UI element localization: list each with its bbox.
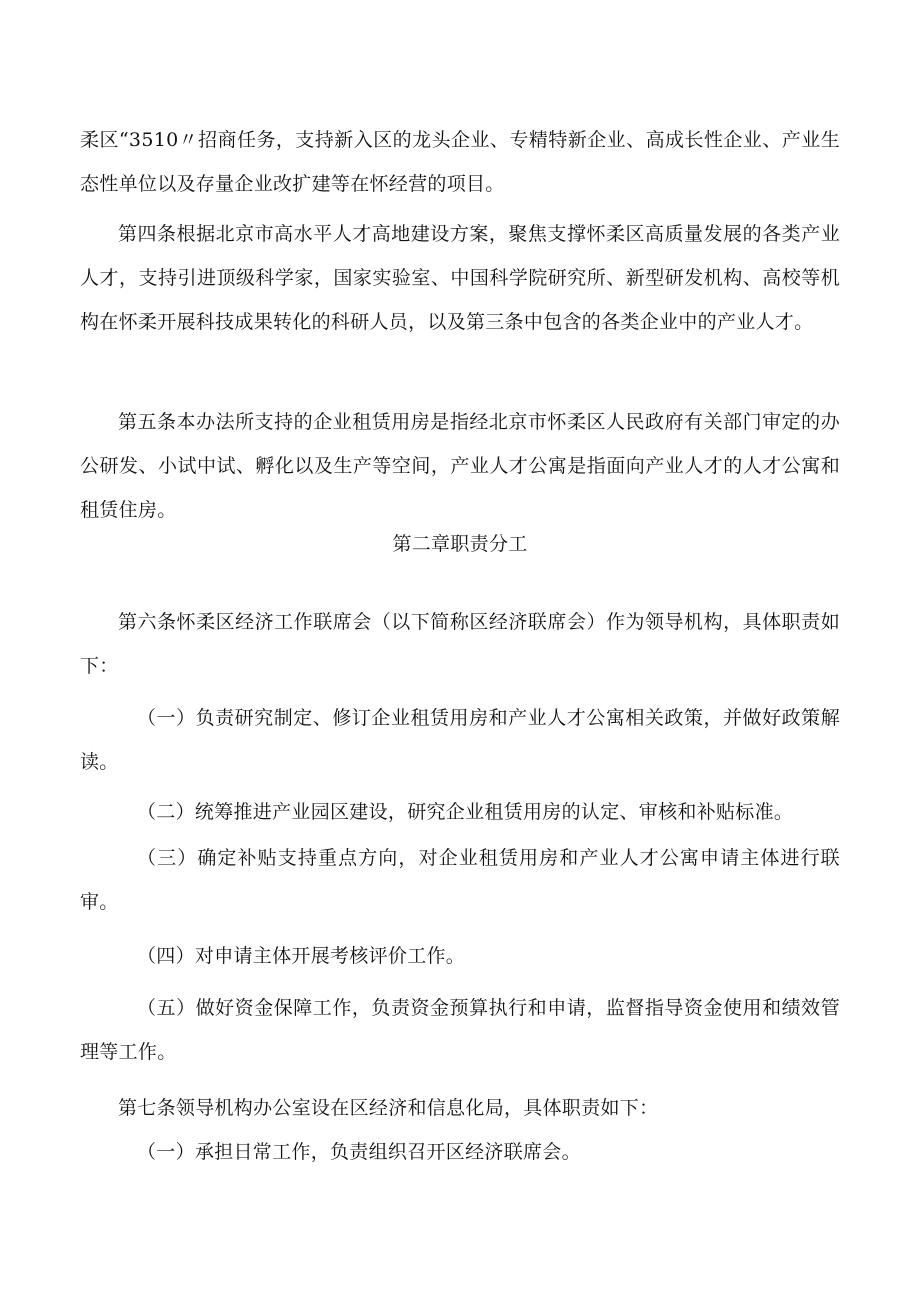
list-item-duty-1: （一）负责研究制定、修订企业租赁用房和产业人才公寓相关政策，并做好政策解读。 [80, 707, 840, 773]
list-item-duty-5: （五）做好资金保障工作，负责资金预算执行和申请，监督指导资金使用和绩效管理等工作。 [80, 997, 840, 1063]
list-item-duty-2: （二）统筹推进产业园区建设，研究企业租赁用房的认定、审核和补贴标准。 [137, 801, 794, 823]
list-item-office-duty-1: （一）承担日常工作，负责组织召开区经济联席会。 [137, 1141, 581, 1163]
list-item-duty-4: （四）对申请主体开展考核评价工作。 [137, 945, 466, 967]
chapter-title: 第二章职责分工 [392, 533, 528, 555]
paragraph-article-4: 第四条根据北京市高水平人才高地建设方案，聚焦支撑怀柔区高质量发展的各类产业人才，支持引进顶级科学家，国家实验室、中国科学院研究所、新型研发机构、高校等机构在怀柔开展科技成果转化的科研人员，以及第三条中包含的各类企业中的产业人才。 [80, 223, 840, 333]
paragraph-article-7: 第七条领导机构办公室设在区经济和信息化局，具体职责如下： [118, 1097, 659, 1119]
paragraph-article-6: 第六条怀柔区经济工作联席会（以下简称区经济联席会）作为领导机构，具体职责如下： [80, 611, 840, 677]
list-item-duty-3: （三）确定补贴支持重点方向，对企业租赁用房和产业人才公寓申请主体进行联审。 [80, 847, 840, 913]
paragraph-article-5: 第五条本办法所支持的企业租赁用房是指经北京市怀柔区人民政府有关部门审定的办公研发、小试中试、孵化以及生产等空间，产业人才公寓是指面向产业人才的人才公寓和租赁住房。 [80, 411, 840, 521]
paragraph-continuation: 柔区“3510〃招商任务，支持新入区的龙头企业、专精特新企业、高成长性企业、产业生态性单位以及存量企业改扩建等在怀经营的项目。 [80, 129, 840, 195]
